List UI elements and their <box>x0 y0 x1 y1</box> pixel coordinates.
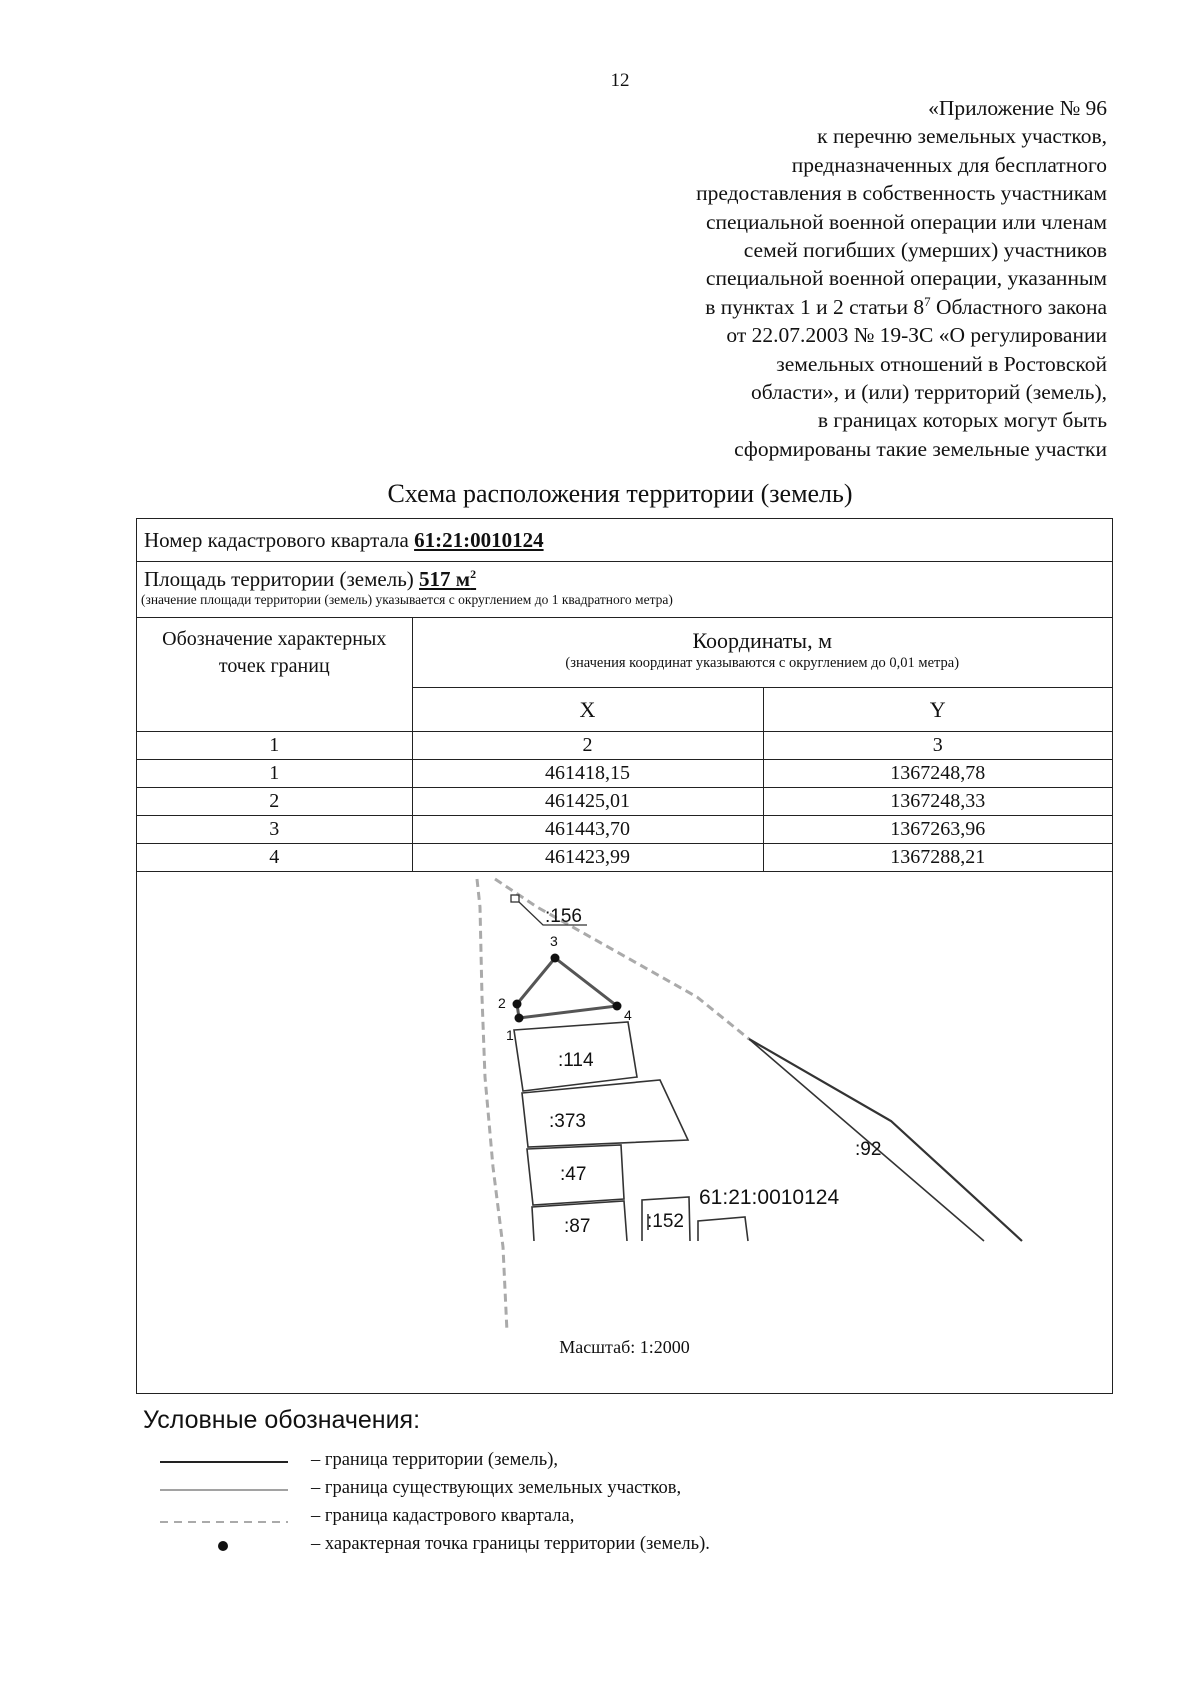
scheme-frame <box>136 518 1113 1394</box>
parcel-edge <box>698 1217 748 1241</box>
coord-header <box>412 618 1112 688</box>
area-value: 517 $м^2$ <box>419 567 477 591</box>
coord-header-title: Координаты, м <box>692 627 833 653</box>
appendix-line: в границах которых могут быть <box>817 408 1107 433</box>
coordinates-table <box>137 617 1112 872</box>
document-title: Схема расположения территории (земель) <box>387 479 853 508</box>
existing-parcel-boundary-symbol <box>160 1478 290 1506</box>
legend-item: – граница существующих земельных участков, <box>158 1478 1058 1506</box>
appendix-line: «Приложение № 96 <box>928 96 1107 120</box>
point-header: Обозначение характерных точек границ <box>137 618 412 732</box>
column-number: 1 <box>137 732 412 760</box>
x-value: 461425,01 <box>412 788 763 816</box>
map-scale: Масштаб: 1:2000 <box>559 1337 690 1357</box>
cadastral-label: Номер кадастрового квартала <box>144 528 415 552</box>
territory-boundary <box>517 958 617 1018</box>
legend-item: – характерная точка границы территории (земель). <box>158 1534 1058 1562</box>
point-label: 2 <box>498 995 506 1011</box>
quarter-boundary-symbol <box>160 1506 290 1534</box>
legend-item: – граница кадастрового квартала, <box>158 1506 1058 1534</box>
parcel-label: :156 <box>545 906 582 927</box>
characteristic-point <box>513 1000 522 1009</box>
parcel-label: :152 <box>647 1211 684 1232</box>
point-id: 3 <box>137 816 412 844</box>
table-row <box>137 760 1112 788</box>
appendix-line: области», и (или) территорий (земель), <box>750 380 1107 405</box>
characteristic-point <box>515 1014 524 1023</box>
appendix-line: от 22.07.2003 № 19-ЗС «О регулировании <box>726 323 1107 348</box>
point-id: 2 <box>137 788 412 816</box>
appendix-line: земельных отношений в Ростовской <box>776 351 1107 376</box>
parcel-label: :92 <box>855 1139 882 1160</box>
table-row <box>137 816 1112 844</box>
cadastral-row <box>137 519 1112 562</box>
point-label: 3 <box>550 933 558 949</box>
x-header: X <box>412 688 763 732</box>
area-row <box>137 561 1112 618</box>
appendix-line: предназначенных для бесплатного <box>791 152 1107 177</box>
point-label: 1 <box>506 1027 514 1043</box>
characteristic-point-symbol <box>160 1534 290 1562</box>
appendix-line: специальной военной операции, указанным <box>705 266 1107 291</box>
column-number: 2 <box>412 732 763 760</box>
appendix-line: семей погибших (умерших) участников <box>743 238 1107 263</box>
map-drawing <box>137 877 1112 1393</box>
y-value: 1367248,78 <box>763 760 1112 788</box>
point-label: 4 <box>624 1007 632 1023</box>
area-label: Площадь территории (земель) <box>144 567 420 591</box>
appendix-line: к перечню земельных участков, <box>817 124 1107 149</box>
quarter-label: 61:21:0010124 <box>699 1186 840 1209</box>
y-value: 1367263,96 <box>763 816 1112 844</box>
appendix-line: специальной военной операции или членам <box>705 209 1107 234</box>
x-value: 461418,15 <box>412 760 763 788</box>
parcel-156-marker <box>511 895 519 902</box>
territory-boundary-symbol <box>160 1450 290 1478</box>
column-number: 3 <box>763 732 1112 760</box>
characteristic-point <box>551 954 560 963</box>
legend-item: – граница территории (земель), <box>158 1450 1058 1478</box>
legend-title: Условные обозначения: <box>143 1406 421 1434</box>
appendix-line: сформированы такие земельные участки <box>734 436 1107 461</box>
characteristic-point <box>613 1002 622 1011</box>
article-superscript: 7 <box>924 293 931 309</box>
coord-header-note: (значения координат указываются с округлением до 0,01 метра) <box>565 654 960 671</box>
parcel-label: :47 <box>560 1164 587 1185</box>
appendix-line: предоставления в собственность участникам <box>696 181 1107 206</box>
y-header: Y <box>763 688 1112 732</box>
y-value: 1367288,21 <box>763 844 1112 872</box>
parcel-label: :114 <box>558 1050 594 1071</box>
x-value: 461443,70 <box>412 816 763 844</box>
parcel-373 <box>522 1080 688 1147</box>
parcel-92 <box>749 1039 1022 1241</box>
parcel-label: :373 <box>549 1111 586 1132</box>
appendix-header <box>587 94 1107 463</box>
point-id: 4 <box>137 844 412 872</box>
table-row <box>137 844 1112 872</box>
cadastral-map <box>137 877 1112 1393</box>
quarter-boundary-line <box>477 879 507 1332</box>
parcel-label: :87 <box>564 1216 591 1237</box>
page-number: 12 <box>610 70 630 91</box>
appendix-line: в пунктах 1 и 2 статьи $8^7$ Областного закона <box>705 293 1107 319</box>
x-value: 461423,99 <box>412 844 763 872</box>
table-row <box>137 788 1112 816</box>
legend <box>0 1448 1200 1588</box>
area-note: (значение площади территории (земель) указывается с округлением до 1 квадратного метра) <box>141 592 673 607</box>
cadastral-number: 61:21:0010124 <box>414 528 544 552</box>
y-value: 1367248,33 <box>763 788 1112 816</box>
point-id: 1 <box>137 760 412 788</box>
